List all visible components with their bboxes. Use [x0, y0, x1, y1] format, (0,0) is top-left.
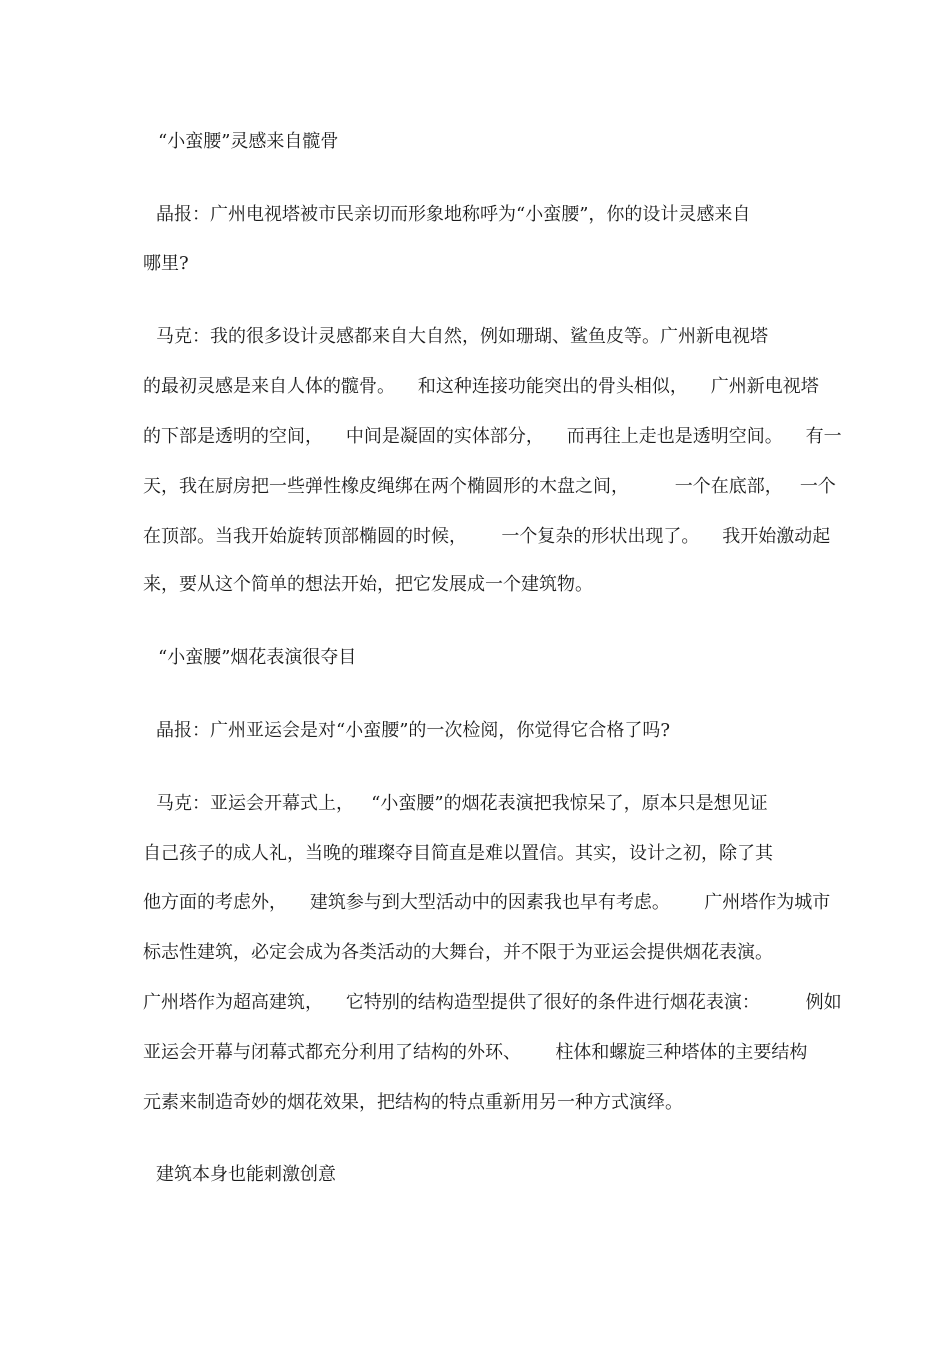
paragraph-line: 在顶部。当我开始旋转顶部椭圆的时候， 一个复杂的形状出现了。 我开始激动起	[143, 526, 831, 547]
paragraph-line: 马克：亚运会开幕式上， “小蛮腰”的烟花表演把我惊呆了，原本只是想见证	[156, 793, 768, 814]
paragraph-line: 自己孩子的成人礼，当晚的璀璨夺目简直是难以置信。其实，设计之初，除了其	[143, 843, 773, 864]
paragraph-line: 广州塔作为超高建筑， 它特别的结构造型提供了很好的条件进行烟花表演： 例如	[143, 992, 842, 1013]
paragraph-line: 的下部是透明的空间， 中间是凝固的实体部分， 而再往上走也是透明空间。 有一	[143, 426, 842, 447]
section-heading: “小蛮腰”烟花表演很夺目	[158, 647, 357, 668]
paragraph-line: 的最初灵感是来自人体的髋骨。 和这种连接功能突出的骨头相似， 广州新电视塔	[143, 376, 819, 397]
paragraph-line: 晶报：广州亚运会是对“小蛮腰”的一次检阅，你觉得它合格了吗?	[156, 720, 671, 741]
paragraph-line: 元素来制造奇妙的烟花效果，把结构的特点重新用另一种方式演绎。	[143, 1092, 683, 1113]
section-heading: “小蛮腰”灵感来自髋骨	[158, 131, 339, 152]
paragraph-line: 哪里?	[143, 253, 189, 274]
paragraph-line: 亚运会开幕与闭幕式都充分利用了结构的外环、 柱体和螺旋三种塔体的主要结构	[143, 1042, 808, 1063]
section-heading: 建筑本身也能刺激创意	[156, 1164, 336, 1185]
paragraph-line: 天，我在厨房把一些弹性橡皮绳绑在两个椭圆形的木盘之间， 一个在底部， 一个	[143, 476, 836, 497]
paragraph-line: 标志性建筑，必定会成为各类活动的大舞台，并不限于为亚运会提供烟花表演。	[143, 942, 773, 963]
paragraph-line: 晶报：广州电视塔被市民亲切而形象地称呼为“小蛮腰”，你的设计灵感来自	[156, 204, 751, 225]
paragraph-line: 马克：我的很多设计灵感都来自大自然，例如珊瑚、鲨鱼皮等。广州新电视塔	[156, 326, 768, 347]
paragraph-line: 来，要从这个简单的想法开始，把它发展成一个建筑物。	[143, 574, 593, 595]
paragraph-line: 他方面的考虑外， 建筑参与到大型活动中的因素我也早有考虑。 广州塔作为城市	[143, 892, 831, 913]
